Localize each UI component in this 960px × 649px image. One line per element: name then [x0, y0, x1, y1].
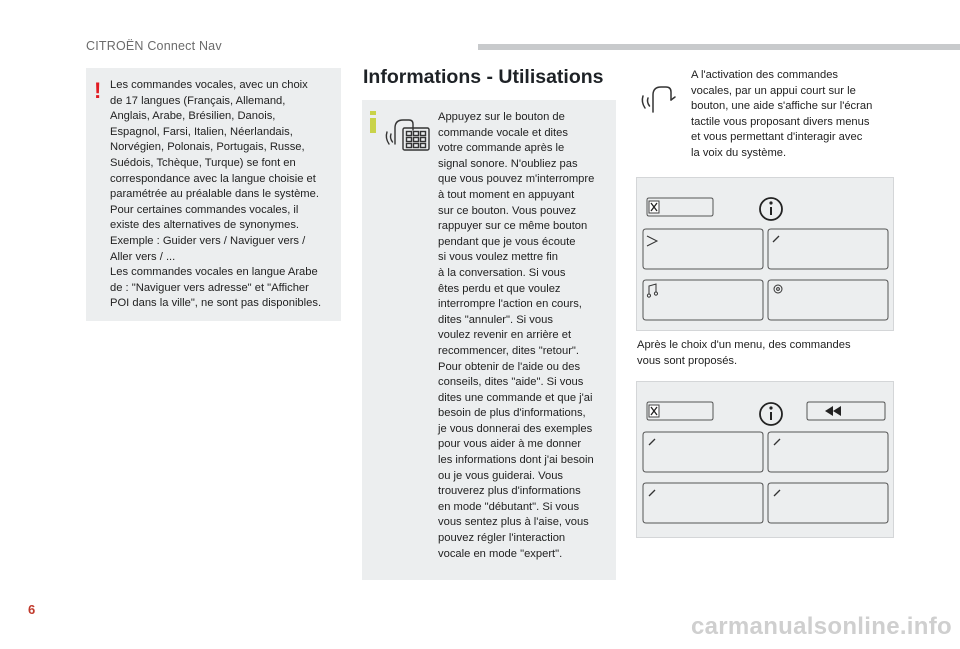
- close-icon: [649, 201, 659, 213]
- info-box: [362, 100, 616, 580]
- phone-icon: [773, 236, 779, 242]
- watermark: carmanualsonline.info: [690, 613, 952, 640]
- main-menu-screen: [636, 177, 894, 331]
- phone-icon: [649, 490, 655, 496]
- phone-icon: [649, 439, 655, 445]
- phone-menu-button[interactable]: [768, 229, 888, 269]
- voice-keypad-icon: [383, 106, 431, 152]
- option-button[interactable]: [768, 432, 888, 472]
- back-button[interactable]: [807, 402, 885, 420]
- help-icon[interactable]: [760, 198, 782, 220]
- warning-box: [86, 68, 341, 321]
- info-icon: [370, 111, 376, 133]
- info-text: Appuyez sur le bouton de commande vocale et dites votre commande après le signal sonore. N'oubliez pas que vous pouvez m'interrompre à tout moment en appuyant sur ce bouton. Vous pouvez rappuyer sur ce même bouton pendant que je vous écoute si vous voulez mettre fin à la conversation. Si vous êtes perdu et que voulez interrompre l'action en cours, dites "annuler". Si vous voulez revenir en arrière et recommencer, dites "retour". Pour obtenir de l'aide ou des conseils, dites "aide". Si vous dites une commande et que j'ai besoin de plus d'informations, je vous donnerai des exemples pour vous aider à me donner les informations dont j'ai besoin ou je vous guiderai. Vous trouverez plus d'informations en mode "débutant". Si vous vous sentez plus à l'aise, vous pouvez régler l'interaction vocale en mode "expert".: [438, 111, 595, 560]
- exclamation-icon: !: [94, 78, 102, 103]
- back-icon: [825, 406, 841, 416]
- help-icon[interactable]: [760, 403, 782, 425]
- activation-text: A l'activation des commandes vocales, par un appui court sur le bouton, une aide s'affiche sur l'écran tactile vous proposant divers menus et vous permettant d'interagir avec la voix du système.: [691, 69, 873, 159]
- header-bar: [478, 44, 960, 50]
- option-button[interactable]: [643, 432, 763, 472]
- phone-icon: [774, 439, 780, 445]
- header-title: CITROËN Connect Nav: [86, 39, 222, 53]
- close-button[interactable]: [647, 198, 713, 216]
- settings-menu-button[interactable]: [768, 280, 888, 320]
- voice-command-icon: [640, 80, 682, 116]
- navigation-menu-button[interactable]: [643, 229, 763, 269]
- phone-icon: [774, 490, 780, 496]
- submenu-screen: [636, 381, 894, 538]
- media-menu-button[interactable]: [643, 280, 763, 320]
- warning-text: Les commandes vocales, avec un choix de 17 langues (Français, Allemand, Anglais, Arabe, Brésilien, Danois, Espagnol, Farsi, Italien, Néerlandais, Norvégien, Polonais, Portugais, Russe, Suédois, Tchèque, Turque) se font en correspondance avec la langue choisie et paramétrée au préalable dans le système. Pour certaines commandes vocales, il existe des alternatives de synonymes. Exemple : Guider vers / Naviguer vers / Aller vers / ... Les commandes vocales en langue Arabe de : "Naviguer vers adresse" et "Afficher POI dans la ville", ne sont pas disponibles.: [110, 79, 322, 310]
- music-icon: [647, 284, 657, 297]
- settings-icon: [774, 285, 782, 293]
- close-button[interactable]: [647, 402, 713, 420]
- close-icon: [649, 405, 659, 417]
- section-title: Informations - Utilisations: [363, 66, 604, 88]
- navigation-icon: [647, 236, 657, 246]
- option-button[interactable]: [643, 483, 763, 523]
- after-menu-text: Après le choix d'un menu, des commandes vous sont proposés.: [637, 339, 851, 367]
- option-button[interactable]: [768, 483, 888, 523]
- page-number: 6: [28, 602, 36, 617]
